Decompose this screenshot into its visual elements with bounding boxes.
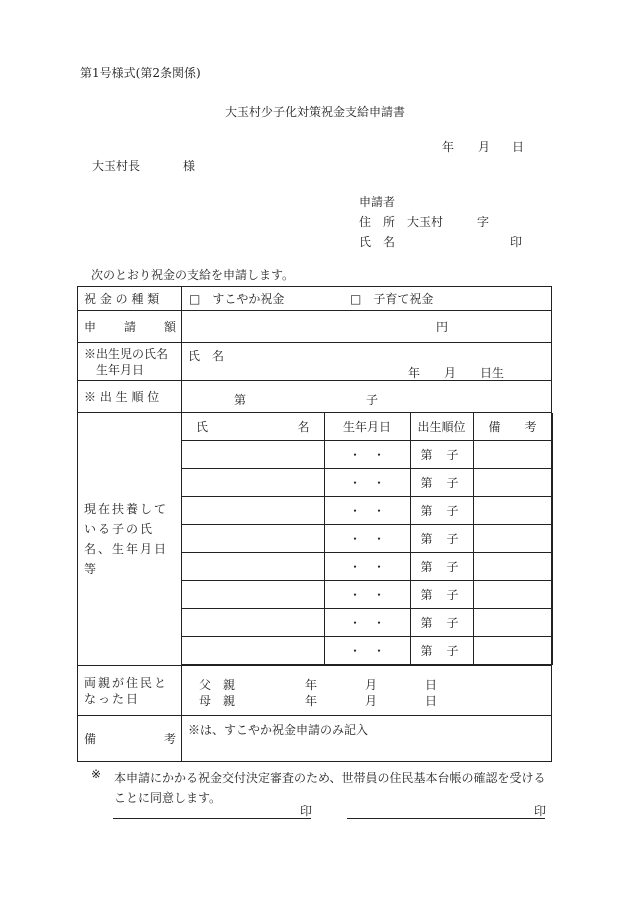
child-name-cell[interactable] <box>182 469 324 497</box>
applicant-heading: 申請者 <box>359 195 396 209</box>
remarks-row <box>78 716 552 762</box>
child-order-cell[interactable] <box>410 441 473 469</box>
amount-unit: 円 <box>435 320 448 334</box>
current-children-row <box>78 413 552 666</box>
child-order-prefix: 第 <box>420 616 433 630</box>
child-remarks-cell[interactable] <box>473 469 552 497</box>
col-remarks-header: 備 考 <box>473 413 552 441</box>
mother-label: 母 親 <box>199 694 236 708</box>
applicant-name-label: 氏 名 <box>359 235 396 249</box>
mother-date: 年 月 日 <box>305 694 438 708</box>
child-name-cell[interactable] <box>182 581 324 609</box>
children-header-row <box>182 413 552 441</box>
child-remarks-cell[interactable] <box>473 581 552 609</box>
remarks-note: ※は、すこやか祝金申請のみ記入 <box>188 723 369 737</box>
table-row <box>182 497 552 525</box>
col-name-header <box>182 413 324 441</box>
child-label-line1: ※出生児の氏名 <box>84 346 169 361</box>
child-birth-cell[interactable]: ・ ・ <box>324 469 410 497</box>
applicant-address-label: 住 所 <box>359 215 396 229</box>
child-info-field[interactable] <box>182 343 552 381</box>
child-remarks-cell[interactable] <box>473 441 552 469</box>
applicant-address-suffix: 字 <box>477 215 490 229</box>
table-row <box>182 469 552 497</box>
child-order-suffix: 子 <box>446 476 459 490</box>
child-order-cell[interactable] <box>410 553 473 581</box>
document-title: 大玉村少子化対策祝金支給申請書 <box>224 105 405 119</box>
signature-seal-2: 印 <box>534 804 547 818</box>
current-children-label: 現在扶養している子の氏名、生年月日等 <box>84 502 169 576</box>
child-order-prefix: 第 <box>420 504 433 518</box>
current-children-table <box>182 413 553 665</box>
father-date: 年 月 日 <box>305 678 438 692</box>
child-order-cell[interactable] <box>410 525 473 553</box>
order-field[interactable] <box>182 381 552 413</box>
parents-field[interactable] <box>182 666 552 716</box>
child-birth-cell[interactable]: ・ ・ <box>324 609 410 637</box>
child-name-cell[interactable] <box>182 441 324 469</box>
child-label-line2: 生年月日 <box>96 362 145 377</box>
order-label: ※ 出 生 順 位 <box>84 390 160 404</box>
child-remarks-cell[interactable] <box>473 497 552 525</box>
applicant-address-value: 大玉村 <box>407 215 444 229</box>
option-kosodate[interactable]: □ 子育て祝金 <box>350 292 434 306</box>
parents-label-cell <box>78 666 182 716</box>
child-remarks-cell[interactable] <box>473 553 552 581</box>
note-mark: ※ <box>91 767 102 781</box>
child-remarks-cell[interactable] <box>473 525 552 553</box>
child-order-suffix: 子 <box>446 448 459 462</box>
application-table <box>77 286 552 762</box>
child-order-prefix: 第 <box>420 560 433 574</box>
table-row <box>182 581 552 609</box>
remarks-label-cell: 備 考 <box>78 716 182 762</box>
order-prefix: 第 <box>234 393 247 407</box>
child-birth-cell[interactable]: ・ ・ <box>324 525 410 553</box>
child-order-suffix: 子 <box>446 588 459 602</box>
col-name-left: 氏 <box>196 420 209 434</box>
child-order-cell[interactable] <box>410 469 473 497</box>
child-birth-cell[interactable]: ・ ・ <box>324 581 410 609</box>
child-name-cell[interactable] <box>182 525 324 553</box>
signature-line-1[interactable] <box>113 818 311 819</box>
amount-field[interactable] <box>182 311 552 343</box>
table-row <box>182 441 552 469</box>
order-suffix: 子 <box>366 393 379 407</box>
type-row <box>78 287 552 311</box>
child-birth-cell[interactable]: ・ ・ <box>324 637 410 665</box>
applicant-seal: 印 <box>510 235 523 249</box>
date-day-label: 日 <box>512 140 525 154</box>
table-row <box>182 525 552 553</box>
child-order-cell[interactable] <box>410 637 473 665</box>
parents-label: 両親が住民となった日 <box>84 675 169 706</box>
parents-row <box>78 666 552 716</box>
child-name-cell[interactable] <box>182 553 324 581</box>
date-year-label: 年 <box>442 140 455 154</box>
child-order-prefix: 第 <box>420 476 433 490</box>
child-order-cell[interactable] <box>410 497 473 525</box>
date-month-label: 月 <box>478 140 491 154</box>
child-order-prefix: 第 <box>420 588 433 602</box>
table-row <box>182 637 552 665</box>
current-children-grid-cell <box>182 413 552 666</box>
type-label-cell <box>78 287 182 311</box>
child-order-prefix: 第 <box>420 644 433 658</box>
option-sukoyaka[interactable]: □ すこやか祝金 <box>189 292 285 306</box>
amount-label: 申 請 額 <box>84 320 176 334</box>
child-order-suffix: 子 <box>446 644 459 658</box>
order-label-cell <box>78 381 182 413</box>
child-label-cell <box>78 343 182 381</box>
child-name-cell[interactable] <box>182 497 324 525</box>
amount-label-cell <box>78 311 182 343</box>
child-row <box>78 343 552 381</box>
child-birth-cell[interactable]: ・ ・ <box>324 441 410 469</box>
type-options-cell <box>182 287 552 311</box>
child-order-suffix: 子 <box>446 560 459 574</box>
child-order-suffix: 子 <box>446 504 459 518</box>
current-children-label-cell <box>78 413 182 666</box>
child-birth-cell[interactable]: ・ ・ <box>324 497 410 525</box>
child-remarks-cell[interactable] <box>473 609 552 637</box>
father-label: 父 親 <box>199 678 236 692</box>
signature-line-2[interactable] <box>347 818 545 819</box>
intro-text: 次のとおり祝金の支給を申請します。 <box>91 268 295 282</box>
child-order-cell[interactable] <box>410 609 473 637</box>
consent-note: 本申請にかかる祝金交付決定審査のため、世帯員の住民基本台帳の確認を受けることに同意します。 <box>114 771 546 805</box>
child-name-cell[interactable] <box>182 637 324 665</box>
addressee-name: 大玉村長 <box>92 159 141 173</box>
amount-row <box>78 311 552 343</box>
child-name-cell[interactable] <box>182 609 324 637</box>
child-remarks-cell[interactable] <box>473 637 552 665</box>
child-order-prefix: 第 <box>420 532 433 546</box>
addressee-honorific: 様 <box>183 159 196 173</box>
remarks-field[interactable] <box>182 716 552 762</box>
child-birth-label: 年 月 日生 <box>408 366 505 380</box>
order-row <box>78 381 552 413</box>
child-birth-cell[interactable]: ・ ・ <box>324 553 410 581</box>
col-name-right: 名 <box>297 420 310 434</box>
child-order-suffix: 子 <box>446 532 459 546</box>
form-number: 第1号様式(第2条関係) <box>80 66 201 80</box>
child-name-label: 氏 名 <box>188 349 225 363</box>
table-row <box>182 609 552 637</box>
child-order-suffix: 子 <box>446 616 459 630</box>
table-row <box>182 553 552 581</box>
signature-seal-1: 印 <box>300 804 313 818</box>
type-label: 祝 金 の 種 類 <box>84 292 160 306</box>
col-order-header: 出生順位 <box>410 413 473 441</box>
child-order-cell[interactable] <box>410 581 473 609</box>
col-birth-header: 生年月日 <box>324 413 410 441</box>
child-order-prefix: 第 <box>420 448 433 462</box>
